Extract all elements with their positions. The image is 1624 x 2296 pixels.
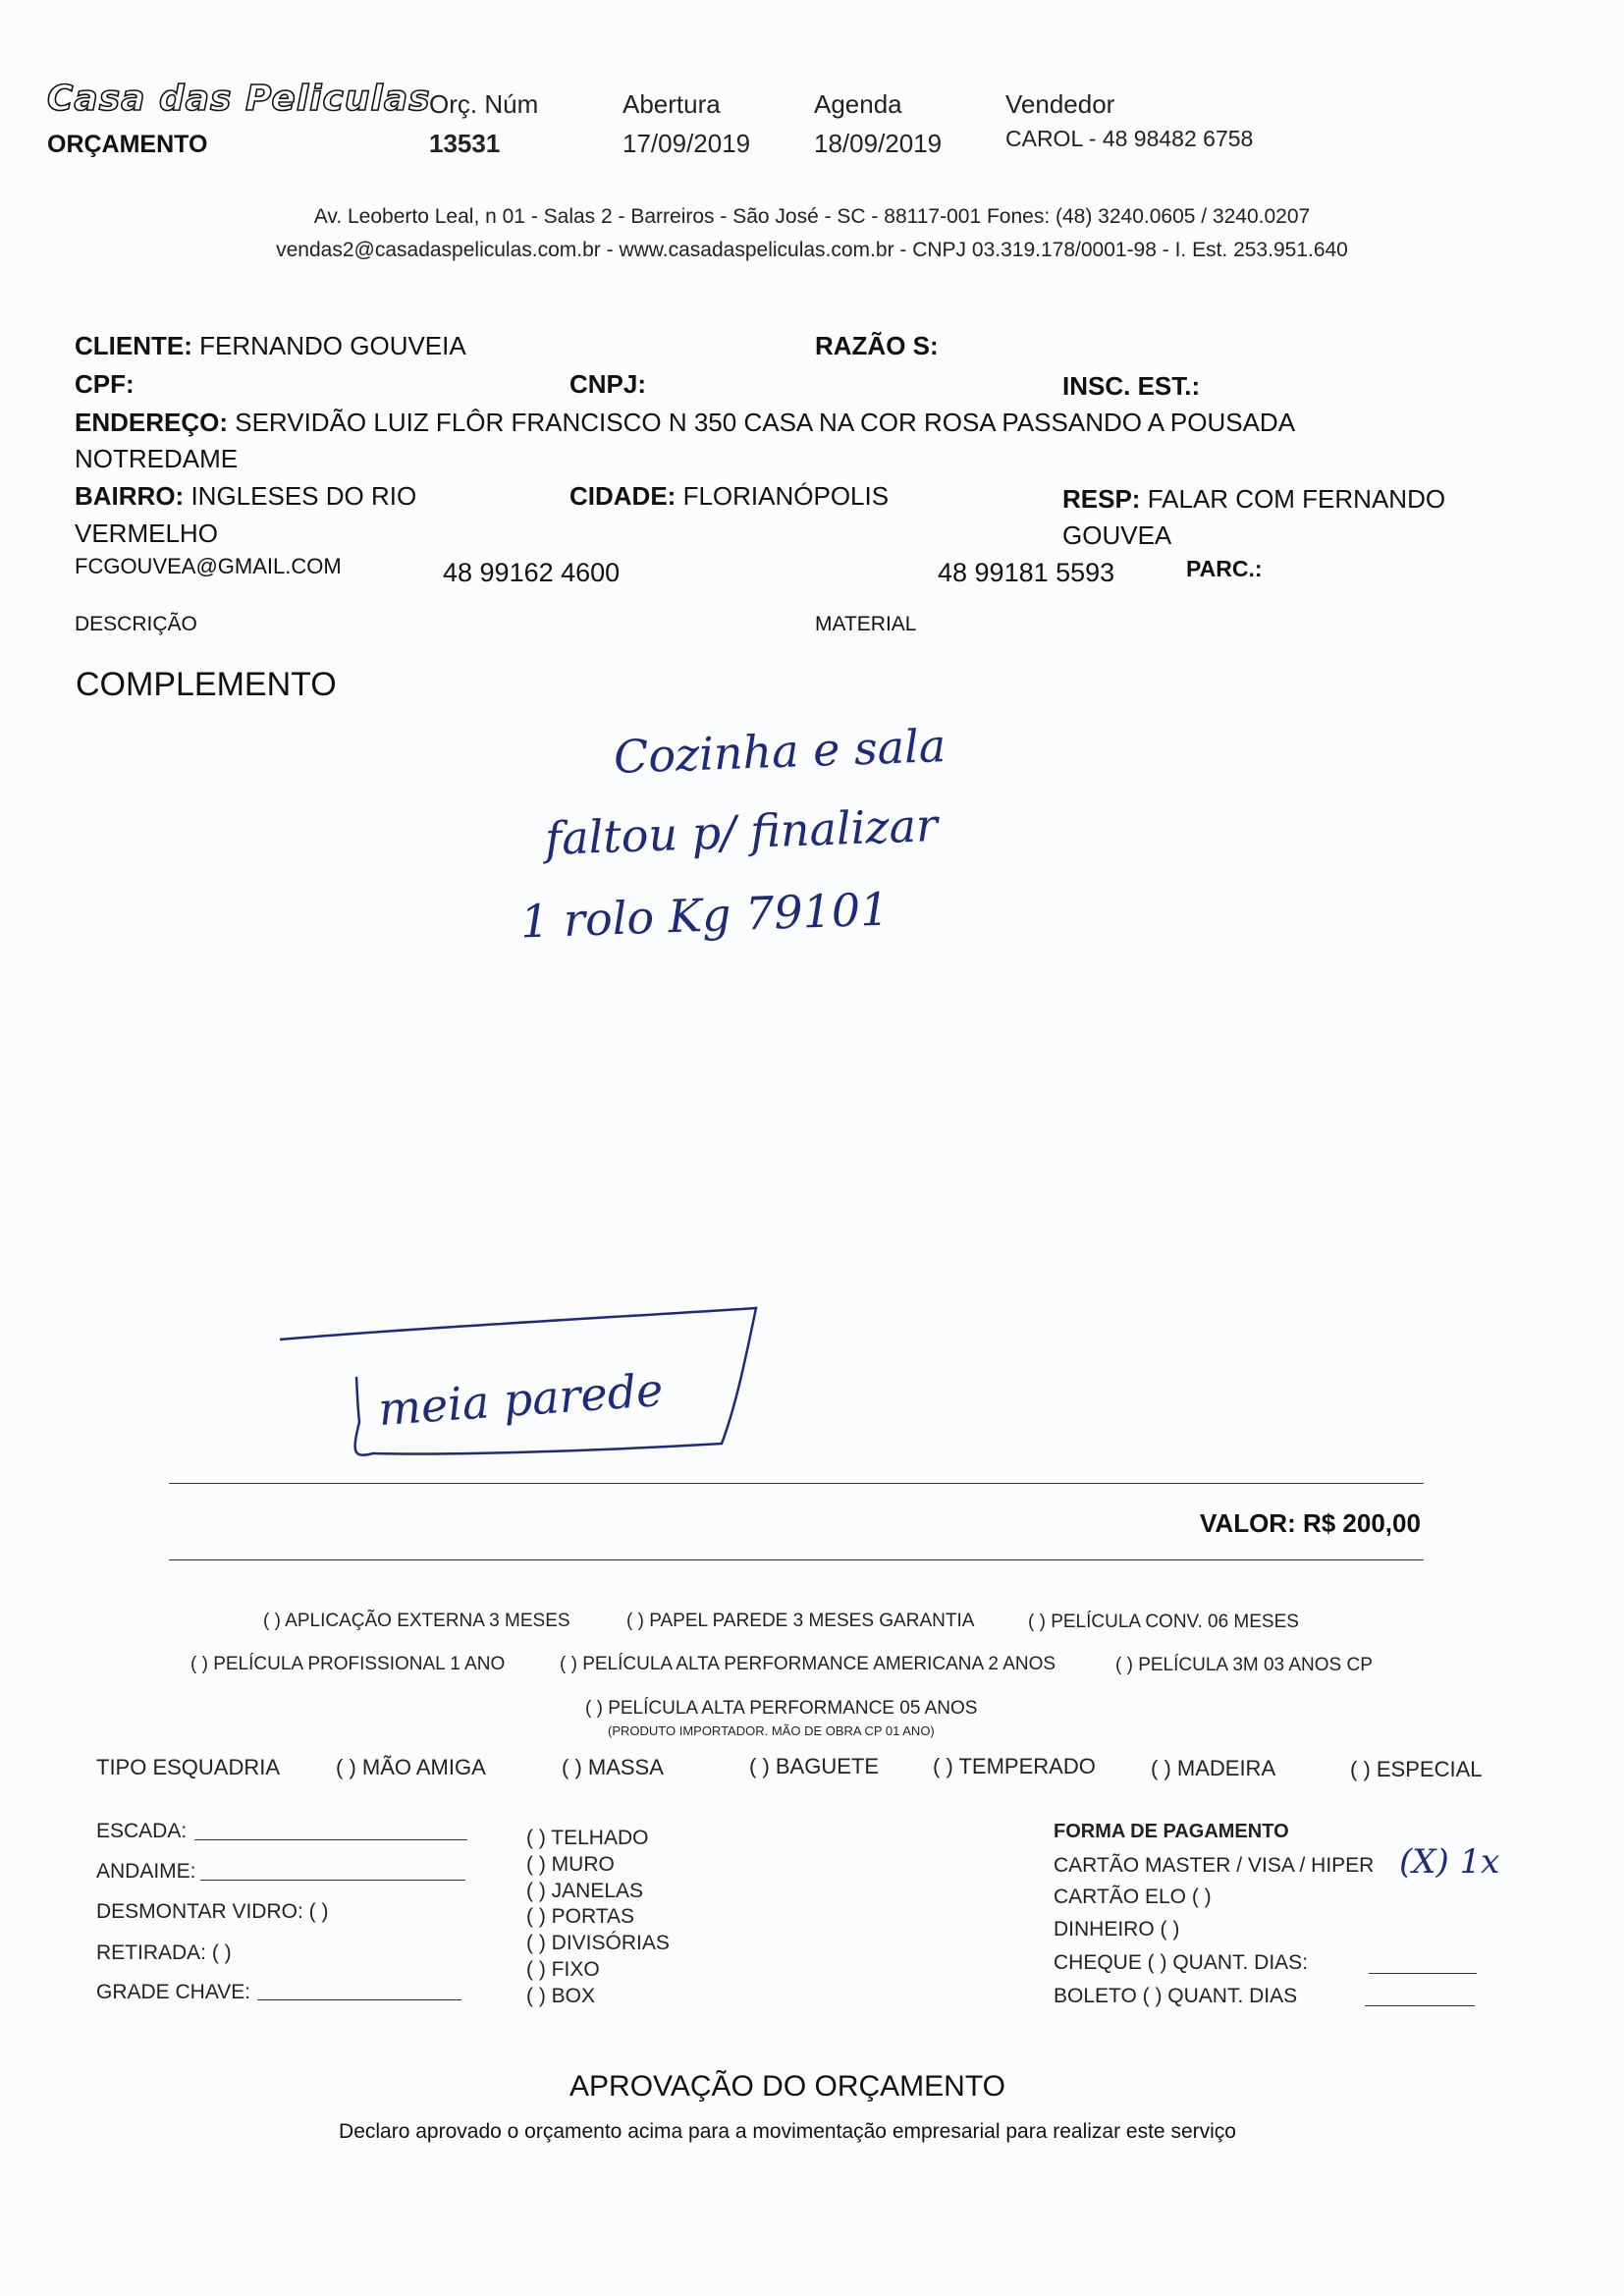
payment-dinheiro-option[interactable]: DINHEIRO ( ) <box>1054 1918 1180 1941</box>
razao-label: RAZÃO S: <box>815 331 939 360</box>
grade-chave-label: GRADE CHAVE: <box>96 1981 251 2003</box>
approval-text: Declaro aprovado o orçamento acima para a movimentação empresarial para realizar este serviço <box>339 2120 1236 2143</box>
descricao-header: DESCRIÇÃO <box>75 613 197 635</box>
bairro-label: BAIRRO: <box>75 481 185 511</box>
valor-label: VALOR: <box>1200 1508 1296 1538</box>
boleto-dias-input-line[interactable] <box>1365 2005 1475 2006</box>
check-fixo[interactable]: ( ) FIXO <box>526 1958 600 1981</box>
payment-elo-option[interactable]: CARTÃO ELO ( ) <box>1054 1886 1212 1908</box>
company-contact: vendas2@casadaspeliculas.com.br - www.casadaspeliculas.com.br - CNPJ 03.319.178/0001-98 - I. Est. 253.951.640 <box>276 239 1348 261</box>
company-address: Av. Leoberto Leal, n 01 - Salas 2 - Barreiros - São José - SC - 88117-001 Fones: (48) 3240.0605 / 3240.0207 <box>313 205 1311 228</box>
endereco-value-2: NOTREDAME <box>75 444 239 473</box>
check-janelas[interactable]: ( ) JANELAS <box>526 1880 644 1902</box>
payment-boleto-option[interactable]: BOLETO ( ) QUANT. DIAS <box>1054 1985 1298 2007</box>
client-phone-1: 48 99162 4600 <box>443 558 621 587</box>
material-header: MATERIAL <box>815 613 917 635</box>
payment-cartao-option[interactable]: CARTÃO MASTER / VISA / HIPER <box>1054 1854 1375 1877</box>
andaime-input-line[interactable] <box>200 1880 465 1881</box>
esquadria-temperado[interactable]: ( ) TEMPERADO <box>933 1754 1096 1778</box>
check-telhado[interactable]: ( ) TELHADO <box>526 1827 649 1849</box>
cidade-value: FLORIANÓPOLIS <box>682 481 890 511</box>
option-aplicacao-externa[interactable]: ( ) APLICAÇÃO EXTERNA 3 MESES <box>263 1611 570 1631</box>
vendedor-label: Vendedor <box>1005 89 1115 119</box>
complemento-title: COMPLEMENTO <box>76 666 337 703</box>
approval-title: APROVAÇÃO DO ORÇAMENTO <box>569 2070 1005 2103</box>
valor-top-line <box>169 1483 1424 1484</box>
company-logo: Casa das Peliculas <box>47 79 431 119</box>
valor-bottom-line <box>169 1559 1424 1560</box>
tipo-esquadria-label: TIPO ESQUADRIA <box>96 1755 281 1779</box>
abertura-label: Abertura <box>623 89 721 119</box>
resp-value-2: GOUVEA <box>1062 520 1172 550</box>
parcelas-label: PARC.: <box>1186 556 1263 581</box>
option-papel-parede[interactable]: ( ) PAPEL PAREDE 3 MESES GARANTIA <box>626 1611 975 1631</box>
esquadria-mao-amiga[interactable]: ( ) MÃO AMIGA <box>336 1755 486 1779</box>
escada-label: ESCADA: <box>96 1820 188 1842</box>
handwritten-box-note: meia parede <box>376 1362 665 1437</box>
option-pelicula-3m[interactable]: ( ) PELÍCULA 3M 03 ANOS CP <box>1115 1655 1373 1675</box>
cpf-label: CPF: <box>75 369 135 399</box>
abertura-value: 17/09/2019 <box>623 129 751 158</box>
cheque-dias-input-line[interactable] <box>1369 1973 1477 1974</box>
check-divisorias[interactable]: ( ) DIVISÓRIAS <box>526 1932 670 1954</box>
check-portas[interactable]: ( ) PORTAS <box>526 1905 635 1928</box>
bairro-value-2: VERMELHO <box>75 519 218 548</box>
option-pelicula-profissional[interactable]: ( ) PELÍCULA PROFISSIONAL 1 ANO <box>190 1654 506 1674</box>
agenda-label: Agenda <box>814 89 902 119</box>
option-pelicula-conv[interactable]: ( ) PELÍCULA CONV. 06 MESES <box>1028 1612 1299 1632</box>
payment-cheque-option[interactable]: CHEQUE ( ) QUANT. DIAS: <box>1054 1951 1309 1974</box>
handwritten-line-3: 1 rolo Kg 79101 <box>519 882 891 949</box>
esquadria-baguete[interactable]: ( ) BAGUETE <box>749 1754 880 1778</box>
option-pelicula-alta-performance[interactable]: ( ) PELÍCULA ALTA PERFORMANCE 05 ANOS <box>585 1698 978 1719</box>
check-muro[interactable]: ( ) MURO <box>526 1853 615 1876</box>
cidade-label: CIDADE: <box>569 481 677 511</box>
agenda-value: 18/09/2019 <box>814 129 943 158</box>
andaime-label: ANDAIME: <box>96 1860 196 1883</box>
client-email: FCGOUVEA@GMAIL.COM <box>75 554 342 578</box>
vendedor-value: CAROL - 48 98482 6758 <box>1005 126 1254 151</box>
valor-amount: R$ 200,00 <box>1302 1508 1421 1538</box>
payment-cartao-handwritten-mark: (X) 1x <box>1399 1842 1500 1882</box>
esquadria-massa[interactable]: ( ) MASSA <box>562 1755 664 1779</box>
esquadria-especial[interactable]: ( ) ESPECIAL <box>1350 1757 1483 1781</box>
orcamento-number-value: 13531 <box>429 129 501 158</box>
resp-value-1: FALAR COM FERNANDO <box>1147 484 1446 514</box>
option-pelicula-americana[interactable]: ( ) PELÍCULA ALTA PERFORMANCE AMERICANA 2 ANOS <box>560 1654 1056 1674</box>
handwritten-line-2: faltou p/ finalizar <box>544 798 939 865</box>
client-phone-2: 48 99181 5593 <box>938 558 1115 587</box>
handwritten-line-1: Cozinha e sala <box>613 719 947 784</box>
endereco-label: ENDEREÇO: <box>75 408 229 437</box>
document-title: ORÇAMENTO <box>47 131 208 158</box>
resp-label: RESP: <box>1062 484 1141 514</box>
payment-title: FORMA DE PAGAMENTO <box>1054 1821 1289 1842</box>
insc-est-label: INSC. EST.: <box>1062 371 1201 401</box>
esquadria-madeira[interactable]: ( ) MADEIRA <box>1151 1756 1276 1780</box>
orcamento-number-label: Orç. Núm <box>429 89 539 119</box>
cliente-value: FERNANDO GOUVEIA <box>199 331 466 360</box>
bairro-value-1: INGLESES DO RIO <box>190 481 417 511</box>
grade-chave-input-line[interactable] <box>257 1999 461 2000</box>
endereco-value-1: SERVIDÃO LUIZ FLÔR FRANCISCO N 350 CASA NA COR ROSA PASSANDO A POUSADA <box>235 408 1296 437</box>
cnpj-label: CNPJ: <box>569 369 647 399</box>
retirada-checkbox[interactable]: RETIRADA: ( ) <box>96 1941 232 1964</box>
desmontar-vidro-checkbox[interactable]: DESMONTAR VIDRO: ( ) <box>96 1900 329 1923</box>
cliente-label: CLIENTE: <box>75 331 192 360</box>
escada-input-line[interactable] <box>194 1839 467 1840</box>
check-box[interactable]: ( ) BOX <box>526 1985 596 2007</box>
option-pelicula-alta-performance-note: (PRODUTO IMPORTADOR. MÃO DE OBRA CP 01 ANO) <box>608 1723 935 1738</box>
